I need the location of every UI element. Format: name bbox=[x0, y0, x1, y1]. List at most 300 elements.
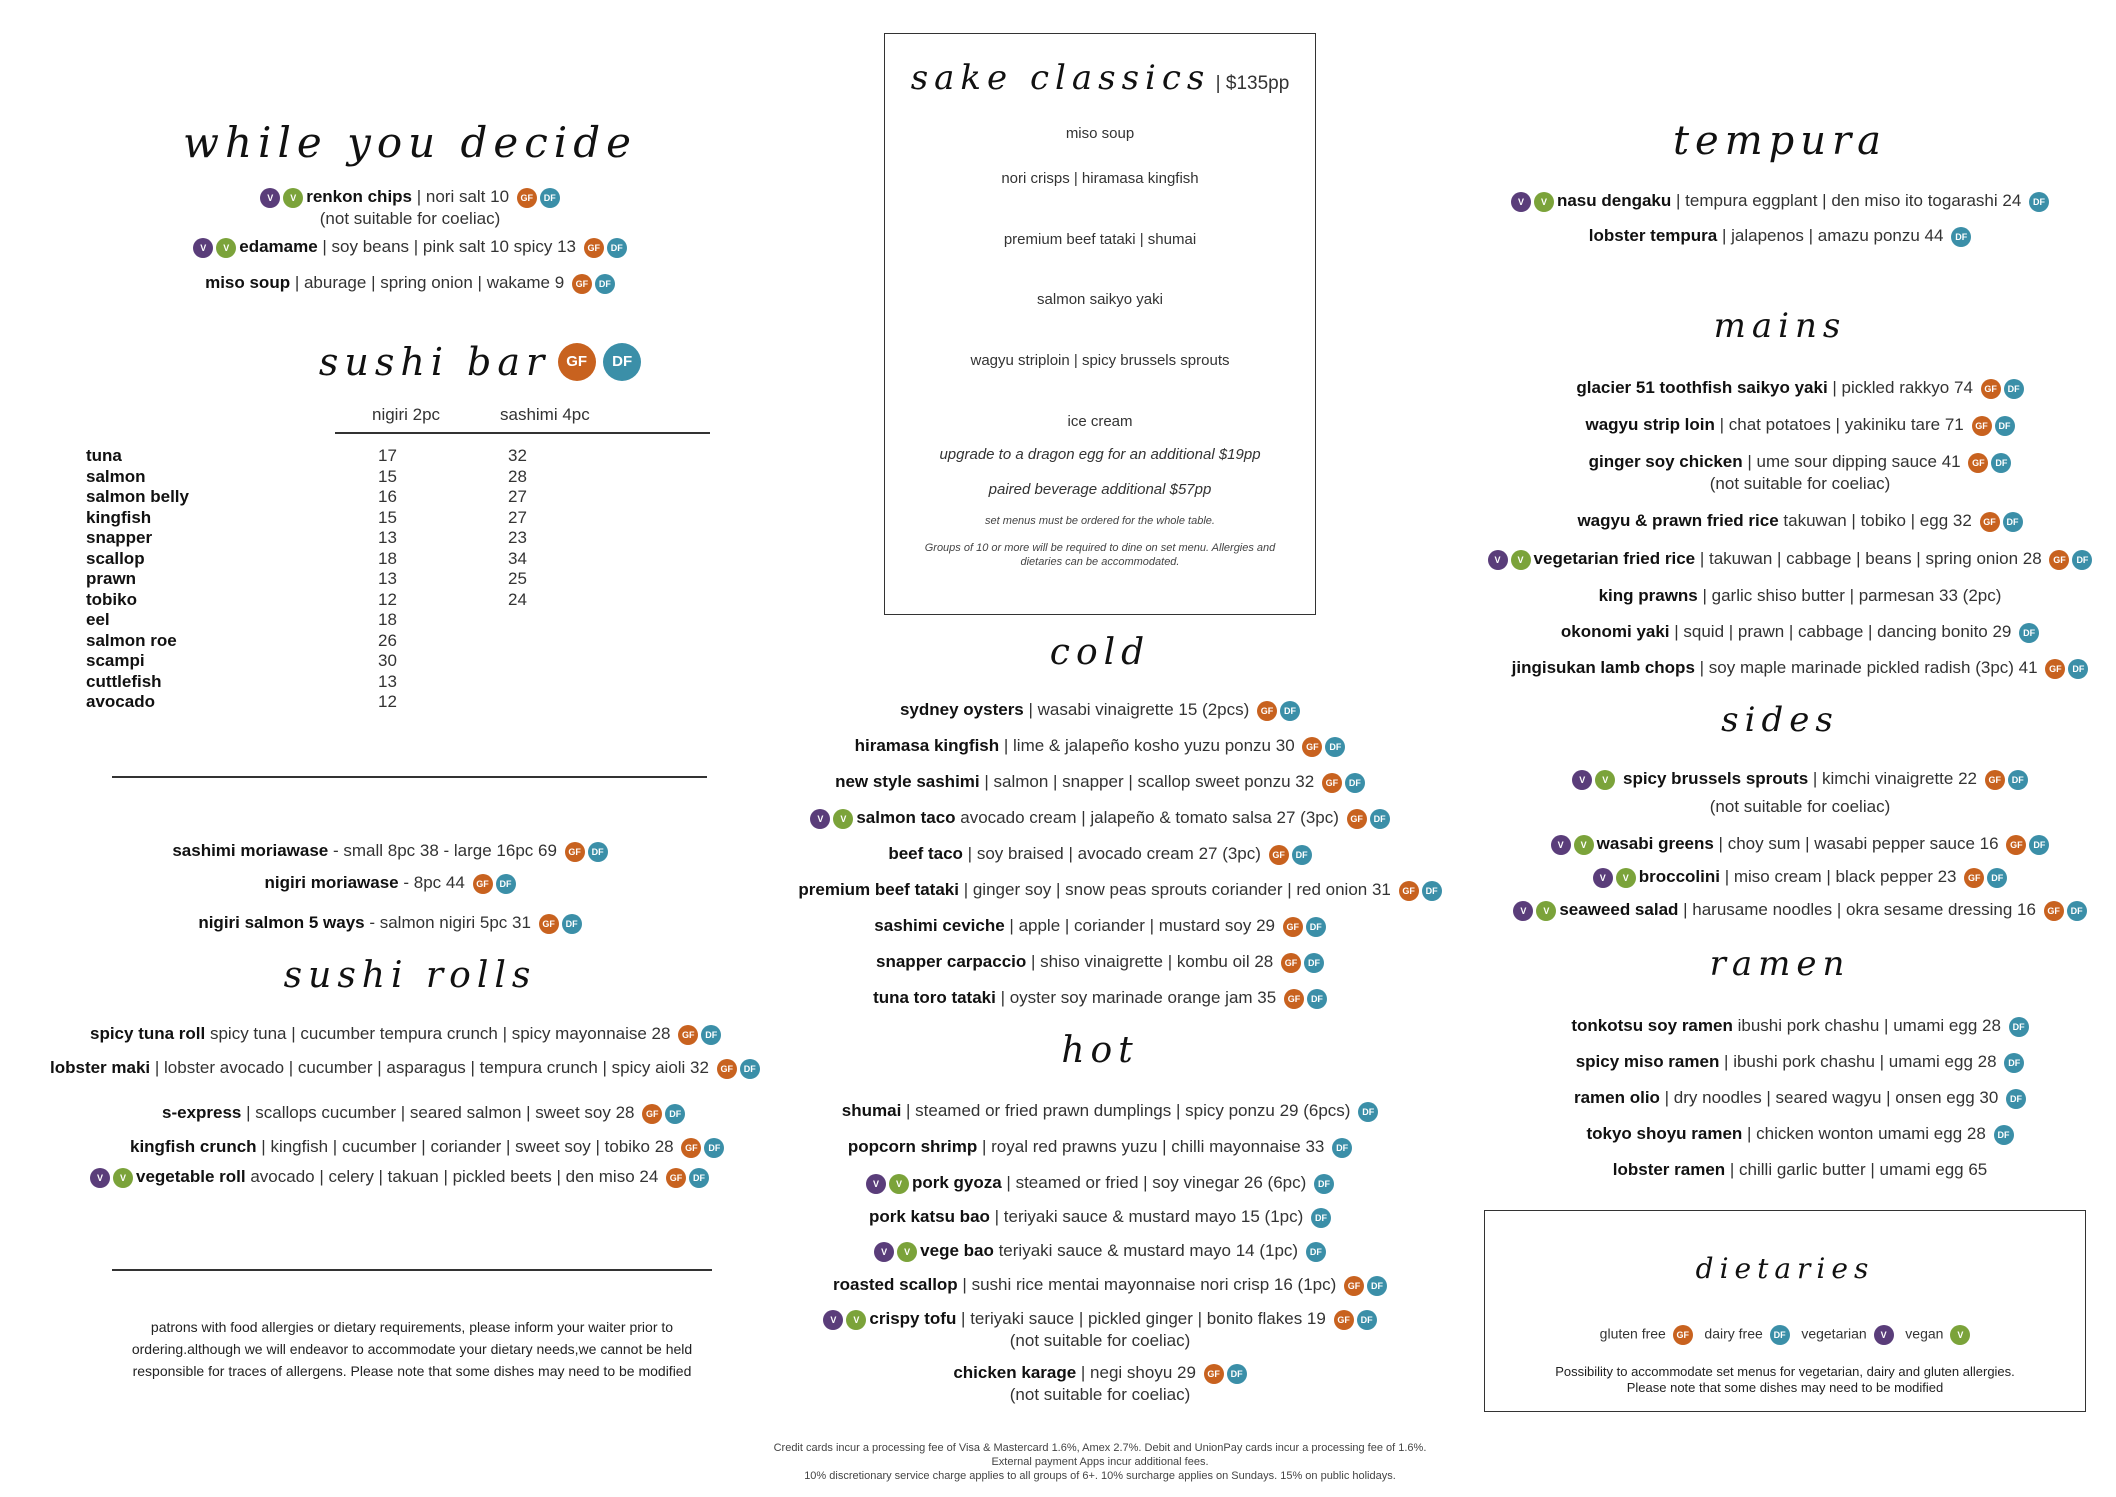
item-name: roasted scallop bbox=[832, 1275, 958, 1294]
course-6: ice cream bbox=[1067, 413, 1133, 430]
item-desc: | choy sum | wasabi pepper sauce 16 bbox=[1713, 834, 1999, 853]
table-row bbox=[86, 467, 646, 488]
table-row bbox=[86, 692, 646, 713]
gluten-free-icon: GF bbox=[642, 1104, 662, 1124]
menu-item-roasted-scallop bbox=[780, 1274, 1440, 1296]
course-5: wagyu striploin | spicy brussels sprouts bbox=[970, 352, 1230, 369]
dairy-free-icon: DF bbox=[2019, 623, 2039, 643]
item-name: premium beef tataki bbox=[798, 880, 959, 899]
dairy-free-icon: DF bbox=[1345, 773, 1365, 793]
menu-item-vegetarian-fried-rice bbox=[1470, 548, 2110, 570]
row-name: scampi bbox=[86, 651, 145, 670]
table-row bbox=[86, 651, 646, 672]
item-desc: | sushi rice mentai mayonnaise nori crisp 16 (1pc) bbox=[957, 1275, 1337, 1294]
item-desc: | dry noodles | seared wagyu | onsen egg 30 bbox=[1659, 1088, 1999, 1107]
item-desc: | chicken wonton umami egg 28 bbox=[1742, 1124, 1986, 1143]
table-row bbox=[86, 631, 646, 652]
vegan-icon: V bbox=[833, 809, 853, 829]
footer-line-1: Credit cards incur a processing fee of Visa & Mastercard 1.6%, Amex 2.7%. Debit and UnionPay cards incur a processing fee of 1.6%. bbox=[773, 1442, 1427, 1454]
gluten-free-icon: GF bbox=[1344, 1276, 1364, 1296]
menu-item-popcorn-shrimp bbox=[780, 1136, 1420, 1158]
gluten-free-icon: GF bbox=[1281, 953, 1301, 973]
dairy-free-icon: DF bbox=[2004, 1053, 2024, 1073]
dairy-free-icon: DF bbox=[1304, 953, 1324, 973]
item-name: tuna toro tataki bbox=[873, 988, 996, 1007]
row-nigiri: 16 bbox=[378, 487, 397, 506]
item-name: tonkotsu soy ramen bbox=[1571, 1016, 1733, 1035]
gluten-free-icon: GF bbox=[1981, 379, 2001, 399]
item-name: seaweed salad bbox=[1559, 900, 1679, 919]
item-desc: | garlic shiso butter | parmesan 33 (2pc) bbox=[1697, 586, 2002, 605]
vegetarian-icon: V bbox=[1572, 770, 1592, 790]
gluten-free-icon: GF bbox=[681, 1138, 701, 1158]
vegan-icon: V bbox=[1534, 192, 1554, 212]
sushi-rolls-title: sushi rolls bbox=[283, 955, 537, 996]
menu-item-sashimi-moriawase bbox=[100, 840, 680, 862]
legend-dairy-free: dairy free bbox=[1704, 1325, 1763, 1342]
item-name: king prawns bbox=[1598, 586, 1698, 605]
item-name: glacier 51 toothfish saikyo yaki bbox=[1576, 378, 1828, 397]
gluten-free-icon: GF bbox=[2049, 550, 2069, 570]
dairy-free-icon: DF bbox=[1306, 1242, 1326, 1262]
menu-item-spicy-miso-ramen bbox=[1480, 1051, 2116, 1073]
menu-item-spicy-tuna-roll bbox=[90, 1023, 780, 1045]
item-name: wagyu strip loin bbox=[1585, 415, 1715, 434]
item-name: sashimi moriawase bbox=[172, 841, 329, 860]
menu-item-lobster-maki bbox=[50, 1057, 790, 1079]
gluten-free-icon: GF bbox=[1673, 1325, 1693, 1345]
dairy-free-icon: DF bbox=[562, 914, 582, 934]
menu-item-wagyu-strip-loin bbox=[1480, 414, 2116, 436]
menu-item-pork-gyoza bbox=[780, 1172, 1420, 1194]
item-desc: | lime & jalapeño kosho yuzu ponzu 30 bbox=[999, 736, 1295, 755]
item-desc: - salmon nigiri 5pc 31 bbox=[364, 913, 531, 932]
row-name: kingfish bbox=[86, 507, 152, 527]
dairy-free-icon: DF bbox=[540, 188, 560, 208]
item-desc: spicy tuna | cucumber tempura crunch | spicy mayonnaise 28 bbox=[205, 1024, 671, 1043]
menu-item-crispy-tofu bbox=[780, 1308, 1420, 1352]
table-row bbox=[86, 549, 646, 570]
dairy-free-icon: DF bbox=[2067, 901, 2087, 921]
dairy-free-icon: DF bbox=[1325, 737, 1345, 757]
menu-item-lobster-ramen bbox=[1480, 1159, 2116, 1181]
row-nigiri: 12 bbox=[378, 692, 397, 711]
menu-item-vege-bao bbox=[780, 1240, 1420, 1262]
dairy-free-icon: DF bbox=[1994, 1125, 2014, 1145]
row-sashimi: 25 bbox=[508, 569, 527, 588]
menu-item-pork-katsu-bao bbox=[780, 1206, 1420, 1228]
item-name: s-express bbox=[162, 1103, 242, 1122]
vegan-icon: V bbox=[1616, 868, 1636, 888]
dairy-free-icon: DF bbox=[607, 238, 627, 258]
item-name: okonomi yaki bbox=[1560, 622, 1670, 641]
item-name: shumai bbox=[841, 1101, 902, 1120]
item-name: ginger soy chicken bbox=[1588, 452, 1743, 471]
item-desc: | royal red prawns yuzu | chilli mayonnaise 33 bbox=[977, 1137, 1325, 1156]
item-name: beef taco bbox=[888, 844, 963, 863]
item-name: salmon taco bbox=[856, 808, 956, 827]
gluten-free-icon: GF bbox=[539, 914, 559, 934]
item-desc: | aburage | spring onion | wakame 9 bbox=[290, 273, 565, 292]
menu-item-snapper-carpaccio bbox=[780, 951, 1420, 973]
dietary-note-1: Possibility to accommodate set menus for vegetarian, dairy and gluten allergies. bbox=[1555, 1364, 2015, 1379]
item-desc: | teriyaki sauce | pickled ginger | bonito flakes 19 bbox=[956, 1309, 1326, 1328]
dairy-free-icon: DF bbox=[1358, 1102, 1378, 1122]
gluten-free-icon: GF bbox=[1284, 989, 1304, 1009]
gluten-free-icon: GF bbox=[717, 1059, 737, 1079]
table-row bbox=[86, 672, 646, 693]
item-note: (not suitable for coeliac) bbox=[1709, 797, 1891, 816]
gluten-free-icon: GF bbox=[473, 874, 493, 894]
menu-item-king-prawns bbox=[1480, 585, 2116, 607]
menu-item-broccolini bbox=[1480, 866, 2116, 888]
item-name: wasabi greens bbox=[1596, 834, 1714, 853]
dairy-free-icon: DF bbox=[2004, 379, 2024, 399]
row-name: scallop bbox=[86, 548, 145, 568]
vegan-icon: V bbox=[897, 1242, 917, 1262]
vegan-icon: V bbox=[1536, 901, 1556, 921]
item-name: spicy brussels sprouts bbox=[1622, 769, 1809, 788]
menu-item-toothfish bbox=[1480, 377, 2116, 399]
menu-item-tokyo-shoyu-ramen bbox=[1480, 1123, 2116, 1145]
row-sashimi: 34 bbox=[508, 548, 527, 568]
item-name: pork katsu bao bbox=[868, 1207, 990, 1226]
dietaries-title: dietaries bbox=[1695, 1252, 1875, 1285]
item-note: (not suitable for coeliac) bbox=[1709, 474, 1891, 493]
vegan-icon: V bbox=[1511, 550, 1531, 570]
row-sashimi: 27 bbox=[508, 507, 527, 527]
menu-item-sydney-oysters bbox=[780, 699, 1420, 721]
vegetarian-icon: V bbox=[866, 1174, 886, 1194]
row-nigiri: 30 bbox=[378, 651, 397, 670]
item-name: kingfish crunch bbox=[130, 1137, 257, 1156]
menu-item-jingisukan-lamb bbox=[1480, 657, 2116, 679]
gluten-free-icon: GF bbox=[517, 188, 537, 208]
dairy-free-icon: DF bbox=[1367, 1276, 1387, 1296]
dairy-free-icon: DF bbox=[704, 1138, 724, 1158]
menu-item-ramen-olio bbox=[1480, 1087, 2116, 1109]
item-name: vegetable roll bbox=[136, 1167, 246, 1186]
menu-item-tuna-toro-tataki bbox=[780, 987, 1420, 1009]
menu-item-wagyu-prawn-fried-rice bbox=[1480, 510, 2116, 532]
row-sashimi: 24 bbox=[508, 589, 527, 609]
item-name: renkon chips bbox=[306, 187, 413, 206]
upgrade-note: upgrade to a dragon egg for an additional $19pp bbox=[939, 446, 1261, 463]
dairy-free-icon: DF bbox=[665, 1104, 685, 1124]
gluten-free-icon: GF bbox=[1964, 868, 1984, 888]
menu-item-okonomi-yaki bbox=[1480, 621, 2116, 643]
menu-item-new-style-sashimi bbox=[780, 771, 1420, 793]
row-name: prawn bbox=[86, 569, 137, 588]
row-nigiri: 13 bbox=[378, 528, 397, 547]
dairy-free-icon: DF bbox=[1314, 1174, 1334, 1194]
item-name: lobster ramen bbox=[1612, 1160, 1726, 1179]
row-name: salmon roe bbox=[86, 630, 177, 650]
item-desc: | ibushi pork chashu | umami egg 28 bbox=[1719, 1052, 1997, 1071]
sake-classics-heading bbox=[884, 58, 1316, 98]
menu-item-premium-beef-tataki bbox=[780, 879, 1460, 901]
gluten-free-icon: GF bbox=[1399, 881, 1419, 901]
item-desc: avocado | celery | takuan | pickled beets | den miso 24 bbox=[245, 1167, 659, 1186]
whole-table-note: set menus must be ordered for the whole table. bbox=[985, 515, 1215, 527]
sides-title: sides bbox=[1721, 700, 1839, 740]
vegetarian-icon: V bbox=[1551, 835, 1571, 855]
item-name: spicy tuna roll bbox=[90, 1024, 206, 1043]
item-desc: | miso cream | black pepper 23 bbox=[1719, 867, 1957, 886]
menu-item-renkon-chips bbox=[120, 186, 700, 230]
item-desc: | apple | coriander | mustard soy 29 bbox=[1004, 916, 1275, 935]
item-name: sashimi ceviche bbox=[874, 916, 1005, 935]
dairy-free-icon: DF bbox=[1370, 809, 1390, 829]
while-you-decide-title: while you decide bbox=[183, 118, 637, 167]
table-row bbox=[86, 569, 646, 590]
item-desc: - small 8pc 38 - large 16pc 69 bbox=[328, 841, 557, 860]
gluten-free-icon: GF bbox=[1257, 701, 1277, 721]
vegetarian-icon: V bbox=[1513, 901, 1533, 921]
vegetarian-icon: V bbox=[810, 809, 830, 829]
dairy-free-icon: DF bbox=[701, 1025, 721, 1045]
dairy-free-icon: DF bbox=[1306, 917, 1326, 937]
item-desc: | steamed or fried | soy vinegar 26 (6pc) bbox=[1001, 1173, 1307, 1192]
vegan-icon: V bbox=[283, 188, 303, 208]
course-4: salmon saikyo yaki bbox=[1037, 291, 1163, 308]
row-nigiri: 15 bbox=[378, 507, 397, 527]
item-desc: | soy braised | avocado cream 27 (3pc) bbox=[962, 844, 1261, 863]
dairy-free-icon: DF bbox=[2003, 512, 2023, 532]
gluten-free-icon: GF bbox=[678, 1025, 698, 1045]
item-name: sydney oysters bbox=[899, 700, 1024, 719]
gluten-free-icon: GF bbox=[572, 274, 592, 294]
dairy-free-icon: DF bbox=[1991, 453, 2011, 473]
dairy-free-icon: DF bbox=[2006, 1089, 2026, 1109]
item-desc: | chilli garlic butter | umami egg 65 bbox=[1725, 1160, 1988, 1179]
item-name: pork gyoza bbox=[911, 1173, 1002, 1192]
vegetarian-icon: V bbox=[823, 1310, 843, 1330]
item-desc: | negi shoyu 29 bbox=[1076, 1363, 1196, 1382]
item-name: tokyo shoyu ramen bbox=[1586, 1124, 1743, 1143]
row-nigiri: 26 bbox=[378, 630, 397, 650]
menu-item-s-express bbox=[162, 1102, 762, 1124]
dairy-free-icon: DF bbox=[1770, 1325, 1790, 1345]
dairy-free-icon: DF bbox=[2008, 770, 2028, 790]
row-nigiri: 17 bbox=[378, 446, 397, 465]
sushi-bar-title: sushi bar bbox=[318, 340, 551, 384]
row-name: snapper bbox=[86, 528, 153, 547]
dairy-free-icon: DF bbox=[496, 874, 516, 894]
item-name: vegetarian fried rice bbox=[1533, 549, 1696, 568]
gluten-free-icon: GF bbox=[2045, 659, 2065, 679]
item-name: lobster tempura bbox=[1588, 226, 1718, 245]
item-name: new style sashimi bbox=[835, 772, 980, 791]
item-desc: ibushi pork chashu | umami egg 28 bbox=[1732, 1016, 2001, 1035]
item-name: chicken karage bbox=[953, 1363, 1077, 1382]
menu-item-salmon-taco bbox=[780, 807, 1420, 829]
dairy-free-icon: DF bbox=[740, 1059, 760, 1079]
menu-item-nigiri-salmon bbox=[100, 912, 680, 934]
vegan-icon: V bbox=[846, 1310, 866, 1330]
row-nigiri: 15 bbox=[378, 466, 397, 486]
item-desc: | shiso vinaigrette | kombu oil 28 bbox=[1026, 952, 1274, 971]
item-desc: | steamed or fried prawn dumplings | spicy ponzu 29 (6pcs) bbox=[901, 1101, 1351, 1120]
vegetarian-icon: V bbox=[1511, 192, 1531, 212]
menu-item-miso-soup bbox=[120, 272, 700, 294]
gluten-free-icon: GF bbox=[1347, 809, 1367, 829]
dietary-note-2: Please note that some dishes may need to be modified bbox=[1626, 1380, 1944, 1395]
item-note: (not suitable for coeliac) bbox=[1009, 1385, 1191, 1404]
divider bbox=[335, 432, 710, 434]
dairy-free-icon: DF bbox=[1292, 845, 1312, 865]
item-desc: | ginger soy | snow peas sprouts coriander | red onion 31 bbox=[958, 880, 1391, 899]
dairy-free-icon: DF bbox=[2029, 835, 2049, 855]
row-sashimi: 28 bbox=[508, 466, 527, 486]
item-name: edamame bbox=[239, 237, 318, 256]
item-desc: | soy maple marinade pickled radish (3pc) 41 bbox=[1694, 658, 2038, 677]
dietary-legend bbox=[1484, 1325, 2086, 1345]
dairy-free-icon: DF bbox=[2029, 192, 2049, 212]
gluten-free-icon: GF bbox=[565, 842, 585, 862]
gluten-free-icon: GF bbox=[1980, 512, 2000, 532]
dairy-free-icon: DF bbox=[1307, 989, 1327, 1009]
dairy-free-icon: DF bbox=[595, 274, 615, 294]
row-sashimi: 27 bbox=[508, 487, 527, 506]
sake-classics-price: | $135pp bbox=[1210, 73, 1290, 94]
dairy-free-icon: DF bbox=[2072, 550, 2092, 570]
sushi-price-table bbox=[86, 446, 646, 713]
divider bbox=[112, 1269, 712, 1271]
menu-item-nasu-dengaku bbox=[1480, 190, 2080, 212]
table-row bbox=[86, 610, 646, 631]
vegetarian-icon: V bbox=[193, 238, 213, 258]
gluten-free-icon: GF bbox=[2044, 901, 2064, 921]
item-desc: teriyaki sauce & mustard mayo 14 (1pc) bbox=[993, 1241, 1299, 1260]
gluten-free-icon: GF bbox=[558, 343, 596, 381]
gluten-free-icon: GF bbox=[1985, 770, 2005, 790]
item-name: lobster maki bbox=[50, 1058, 151, 1077]
groups-note: Groups of 10 or more will be required to dine on set menu. Allergies and dietaries can be accommodated. bbox=[924, 542, 1276, 568]
vegan-icon: V bbox=[1950, 1325, 1970, 1345]
row-name: eel bbox=[86, 610, 110, 629]
menu-item-lobster-tempura bbox=[1480, 225, 2080, 247]
item-desc: | harusame noodles | okra sesame dressing 16 bbox=[1678, 900, 2036, 919]
row-nigiri: 18 bbox=[378, 548, 397, 568]
legend-vegan: vegan bbox=[1905, 1325, 1944, 1342]
table-row bbox=[86, 487, 646, 508]
paired-note: paired beverage additional $57pp bbox=[988, 481, 1212, 498]
tempura-title: tempura bbox=[1672, 118, 1887, 164]
row-name: salmon belly bbox=[86, 487, 189, 506]
dairy-free-icon: DF bbox=[689, 1168, 709, 1188]
dairy-free-icon: DF bbox=[1357, 1310, 1377, 1330]
row-name: salmon bbox=[86, 466, 146, 486]
gluten-free-icon: GF bbox=[1283, 917, 1303, 937]
dairy-free-icon: DF bbox=[1422, 881, 1442, 901]
menu-item-hiramasa-kingfish bbox=[780, 735, 1420, 757]
item-name: jingisukan lamb chops bbox=[1511, 658, 1695, 677]
item-desc: | takuwan | cabbage | beans | spring onion 28 bbox=[1695, 549, 2042, 568]
table-row bbox=[86, 528, 646, 549]
menu-item-wasabi-greens bbox=[1480, 833, 2116, 855]
gluten-free-icon: GF bbox=[1204, 1364, 1224, 1384]
gluten-free-icon: GF bbox=[1972, 416, 1992, 436]
vegan-icon: V bbox=[216, 238, 236, 258]
item-note: (not suitable for coeliac) bbox=[1009, 1331, 1191, 1350]
row-nigiri: 13 bbox=[378, 671, 397, 691]
menu-item-spicy-brussels-sprouts bbox=[1480, 768, 2116, 824]
menu-item-sashimi-ceviche bbox=[780, 915, 1420, 937]
footer-fees bbox=[700, 1441, 1500, 1483]
vegetarian-icon: V bbox=[1488, 550, 1508, 570]
dairy-free-icon: DF bbox=[1227, 1364, 1247, 1384]
dairy-free-icon: DF bbox=[1311, 1208, 1331, 1228]
dairy-free-icon: DF bbox=[2068, 659, 2088, 679]
item-name: nigiri salmon 5 ways bbox=[198, 913, 365, 932]
menu-item-chicken-karage bbox=[780, 1362, 1420, 1406]
gluten-free-icon: GF bbox=[666, 1168, 686, 1188]
course-2: nori crisps | hiramasa kingfish bbox=[1001, 170, 1199, 187]
menu-item-kingfish-crunch bbox=[130, 1136, 770, 1158]
item-desc: | teriyaki sauce & mustard mayo 15 (1pc) bbox=[989, 1207, 1304, 1226]
mains-title: mains bbox=[1713, 306, 1847, 346]
row-name: cuttlefish bbox=[86, 671, 162, 691]
item-name: wagyu & prawn fried rice bbox=[1577, 511, 1779, 530]
vegetarian-icon: V bbox=[1593, 868, 1613, 888]
vegan-icon: V bbox=[1574, 835, 1594, 855]
row-name: tobiko bbox=[86, 589, 137, 609]
gluten-free-icon: GF bbox=[1968, 453, 1988, 473]
gluten-free-icon: GF bbox=[1322, 773, 1342, 793]
item-desc: | lobster avocado | cucumber | asparagus | tempura crunch | spicy aioli 32 bbox=[150, 1058, 709, 1077]
sushi-bar-heading bbox=[300, 340, 660, 384]
item-desc: | chat potatoes | yakiniku tare 71 bbox=[1714, 415, 1964, 434]
item-desc: avocado cream | jalapeño & tomato salsa 27 (3pc) bbox=[955, 808, 1339, 827]
row-nigiri: 13 bbox=[378, 569, 397, 588]
dairy-free-icon: DF bbox=[1987, 868, 2007, 888]
hot-title: hot bbox=[1061, 1030, 1139, 1071]
item-desc: | kimchi vinaigrette 22 bbox=[1808, 769, 1977, 788]
vegetarian-icon: V bbox=[90, 1168, 110, 1188]
vegan-icon: V bbox=[1595, 770, 1615, 790]
col-nigiri-header: nigiri 2pc bbox=[372, 405, 441, 424]
item-desc: | oyster soy marinade orange jam 35 bbox=[995, 988, 1277, 1007]
divider bbox=[112, 776, 707, 778]
item-desc: | wasabi vinaigrette 15 (2pcs) bbox=[1023, 700, 1250, 719]
menu-item-shumai bbox=[790, 1100, 1430, 1122]
item-desc: - 8pc 44 bbox=[398, 873, 465, 892]
course-1: miso soup bbox=[1065, 125, 1135, 142]
item-desc: | salmon | snapper | scallop sweet ponzu 32 bbox=[979, 772, 1315, 791]
vegetarian-icon: V bbox=[1874, 1325, 1894, 1345]
row-nigiri: 18 bbox=[378, 610, 397, 629]
item-name: hiramasa kingfish bbox=[854, 736, 1000, 755]
table-row bbox=[86, 508, 646, 529]
vegetarian-icon: V bbox=[260, 188, 280, 208]
gluten-free-icon: GF bbox=[2006, 835, 2026, 855]
item-desc: | kingfish | cucumber | coriander | sweet soy | tobiko 28 bbox=[256, 1137, 674, 1156]
dairy-free-icon: DF bbox=[588, 842, 608, 862]
item-desc: | soy beans | pink salt 10 spicy 13 bbox=[317, 237, 576, 256]
vegetarian-icon: V bbox=[874, 1242, 894, 1262]
table-row bbox=[86, 446, 646, 467]
dairy-free-icon: DF bbox=[1332, 1138, 1352, 1158]
row-sashimi: 32 bbox=[508, 446, 527, 465]
gluten-free-icon: GF bbox=[1302, 737, 1322, 757]
row-name: avocado bbox=[86, 692, 155, 711]
row-sashimi: 23 bbox=[508, 528, 527, 547]
item-desc: | ume sour dipping sauce 41 bbox=[1742, 452, 1961, 471]
item-name: nigiri moriawase bbox=[264, 873, 399, 892]
col-sashimi-header: sashimi 4pc bbox=[500, 405, 590, 424]
item-name: crispy tofu bbox=[869, 1309, 957, 1328]
